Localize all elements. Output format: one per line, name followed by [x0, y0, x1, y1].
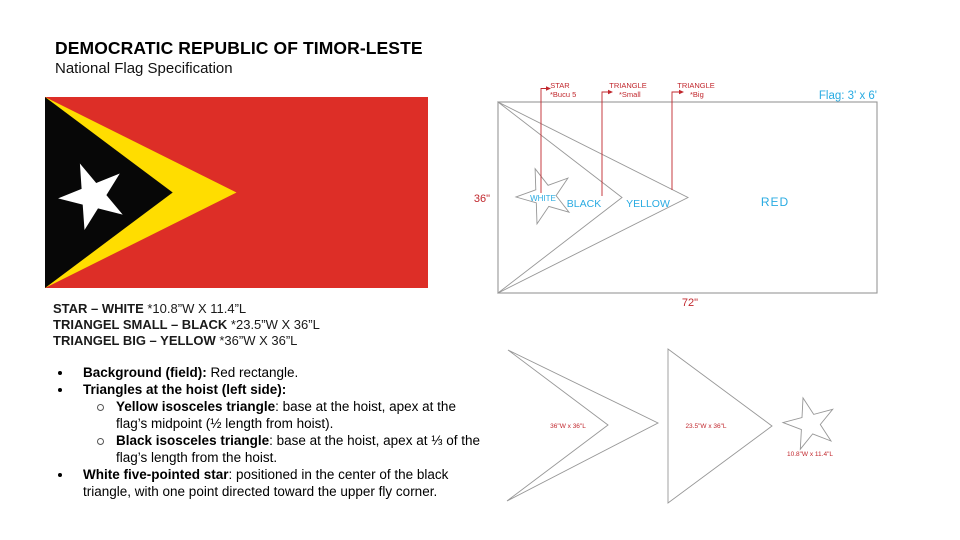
flag-parts-diagram [480, 340, 900, 520]
leader-line-small [602, 92, 608, 196]
part-star-outline [783, 398, 833, 449]
description-list [45, 364, 485, 500]
circle-bullet-icon [97, 438, 104, 445]
page-subtitle: National Flag Specification [55, 60, 233, 77]
callout-big-title: TRIANGLE [677, 81, 715, 90]
callout-star-title: STAR [550, 81, 570, 90]
bullet-icon [58, 388, 62, 392]
leader-line-big [672, 92, 679, 190]
page-title: DEMOCRATIC REPUBLIC OF TIMOR-LESTE [55, 38, 423, 58]
white-area-label: WHITE [530, 194, 556, 203]
arrowhead-icon [608, 90, 613, 94]
callout-big-sub: *Big [690, 90, 704, 99]
flag-spec-diagram [460, 78, 900, 318]
bullet-yellow-triangle: Yellow isosceles triangle: base at the hoist, apex at the flag’s midpoint (½ length from hoist). [45, 398, 485, 432]
flag-image [45, 97, 428, 288]
spec-line-small-triangle: TRIANGEL SMALL – BLACK *23.5”W X 36”L [53, 317, 320, 332]
arrowhead-icon [679, 90, 684, 94]
hoist-dimension-label: 36" [473, 193, 491, 205]
bullet-triangles: Triangles at the hoist (left side): [45, 381, 485, 398]
black-area-label: BLACK [566, 198, 602, 210]
callout-star-sub: *Bucu 5 [550, 90, 577, 99]
spec-line-big-triangle: TRIANGEL BIG – YELLOW *36”W X 36”L [53, 333, 298, 348]
red-area-label: RED [760, 195, 790, 209]
part-star-dimension-label: 10.8"W x 11.4"L [786, 451, 834, 458]
circle-bullet-icon [97, 404, 104, 411]
fly-dimension-label: 72" [681, 297, 699, 309]
part-yellow-dimension-label: 36"W x 36"L [550, 423, 586, 430]
bullet-star: White five-pointed star: positioned in the center of the black triangle, with one point directed toward the upper fly corner. [45, 466, 485, 500]
flag-size-label: Flag: 3' x 6' [818, 90, 877, 102]
spec-line-star: STAR – WHITE *10.8”W X 11.4”L [53, 301, 247, 316]
bullet-background: Background (field): Red rectangle. [45, 364, 485, 381]
bullet-black-triangle: Black isosceles triangle: base at the hoist, apex at ⅓ of the flag’s length from the hoist. [45, 432, 485, 466]
callout-small-title: TRIANGLE [609, 81, 647, 90]
yellow-area-label: YELLOW [626, 198, 670, 210]
part-black-dimension-label: 23.5"W x 36"L [685, 423, 727, 430]
bullet-icon [58, 473, 62, 477]
bullet-icon [58, 371, 62, 375]
callout-small-sub: *Small [619, 90, 641, 99]
dimension-spec-list [53, 301, 320, 349]
